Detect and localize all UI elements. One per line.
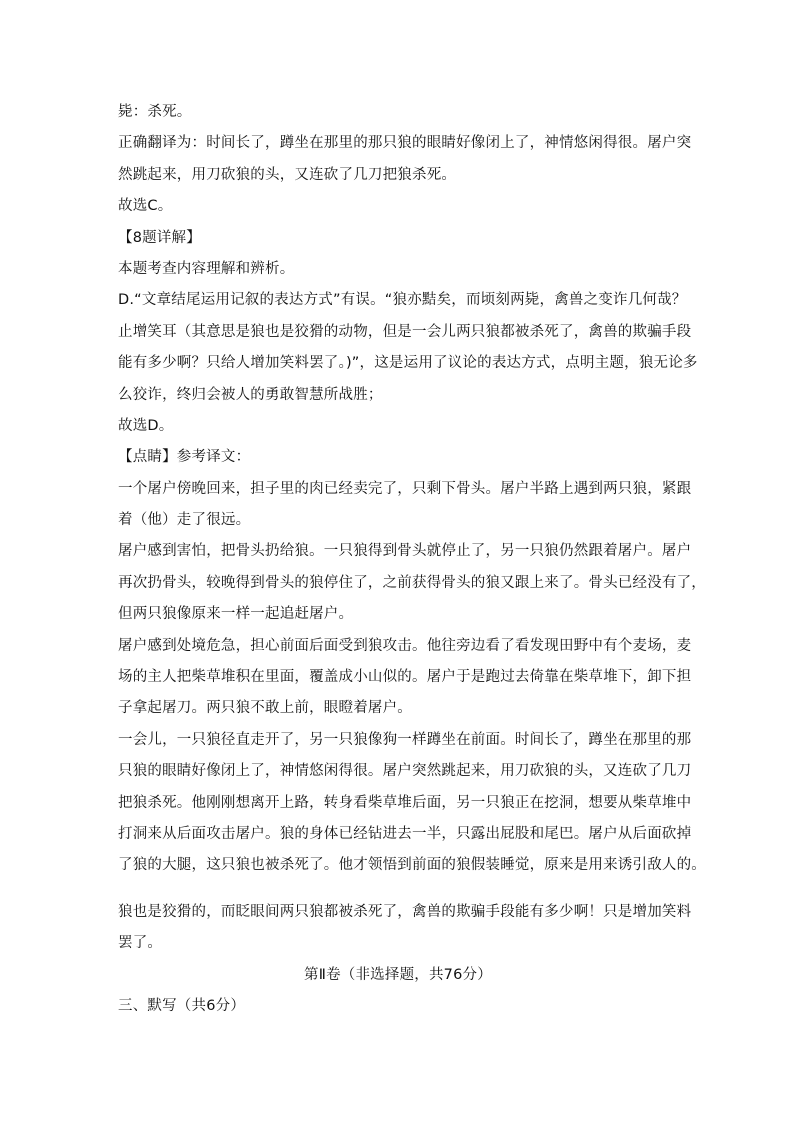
text-line-q8-intro: 本题考查内容理解和辨析。 [118, 260, 295, 277]
text-line-q8-analysis-3: 能有多少啊？只给人增加笑料罢了。)”，这是运用了议论的表达方式，点明主题，狼无论多 [118, 355, 698, 372]
text-line-q8-analysis-4: 么狡诈，终归会被人的勇敢智慧所战胜； [118, 386, 383, 403]
text-line-q8-analysis-1: D.“文章结尾运用记叙的表达方式”有误。“狼亦黠矣，而顷刻两毙，禽兽之变诈几何哉？ [118, 292, 687, 309]
paragraph-gap [118, 882, 678, 897]
text-line-translation-2: 然跳起来，用刀砍狼的头，又连砍了几刀把狼杀死。 [118, 166, 457, 183]
translation-paragraph-3: 屠户感到处境危急，担心前面后面受到狼攻击。他往旁边看了看发现田野中有个麦场，麦 [118, 637, 692, 654]
translation-paragraph-2: 屠户感到害怕，把骨头扔给狼。一只狼得到骨头就停止了，另一只狼仍然跟着屠户。屠户 [118, 543, 692, 560]
translation-paragraph-4: 只狼的眼睛好像闭上了，神情悠闲得很。屠户突然跳起来，用刀砍狼的头，又连砍了几刀 [118, 763, 692, 780]
translation-paragraph-3: 场的主人把柴草堆积在里面，覆盖成小山似的。屠户于是跑过去倚靠在柴草堆下，卸下担 [118, 669, 692, 686]
text-line-translation-1: 正确翻译为：时间长了，蹲坐在那里的那只狼的眼睛好像闭上了，神情悠闲得很。屠户突 [118, 135, 692, 152]
closing-line-2: 罢了。 [118, 935, 163, 952]
text-line-answer-d: 故选D。 [118, 417, 174, 434]
translation-paragraph-1: 一个屠户傍晚回来，担子里的肉已经卖完了，只剩下骨头。屠户半路上遇到两只狼，紧跟 [118, 480, 692, 497]
document-page [118, 97, 706, 1022]
translation-paragraph-4: 打洞来从后面攻击屠户。狼的身体已经钻进去一半，只露出屁股和尾巴。屠户从后面砍掉 [118, 825, 692, 842]
question-8-heading: 【8题详解】 [118, 229, 201, 246]
dianjing-heading: 【点睛】参考译文： [118, 449, 251, 466]
text-line-bi-definition: 毙：杀死。 [118, 104, 192, 120]
closing-line-1: 狼也是狡猾的，而眨眼间两只狼都被杀死了，禽兽的欺骗手段能有多少啊！只是增加笑料 [118, 903, 692, 920]
translation-paragraph-2: 再次扔骨头，较晚得到骨头的狼停住了，之前获得骨头的狼又跟上来了。骨头已经没有了， [118, 574, 706, 591]
translation-paragraph-4: 一会儿，一只狼径直走开了，另一只狼像狗一样蹲坐在前面。时间长了，蹲坐在那里的那 [118, 731, 692, 748]
translation-paragraph-3: 子拿起屠刀。两只狼不敢上前，眼瞪着屠户。 [118, 700, 412, 717]
translation-paragraph-1: 着（他）走了很远。 [118, 512, 251, 529]
translation-paragraph-4: 把狼杀死。他刚刚想离开上路，转身看柴草堆后面，另一只狼正在挖洞，想要从柴草堆中 [118, 794, 692, 811]
translation-paragraph-2: 但两只狼像原来一样一起追赶屠户。 [118, 606, 354, 623]
translation-paragraph-4: 了狼的大腿，这只狼也被杀死了。他才领悟到前面的狼假装睡觉，原来是用来诱引敌人的。 [118, 857, 706, 874]
section-heading: 三、默写（共6分） [118, 997, 246, 1014]
section-title: 第Ⅱ卷（非选择题，共76分） [304, 966, 492, 983]
text-line-answer-c: 故选C。 [118, 198, 173, 215]
text-line-q8-analysis-2: 止增笑耳（其意思是狼也是狡猾的动物，但是一会儿两只狼都被杀死了，禽兽的欺骗手段 [118, 323, 692, 340]
